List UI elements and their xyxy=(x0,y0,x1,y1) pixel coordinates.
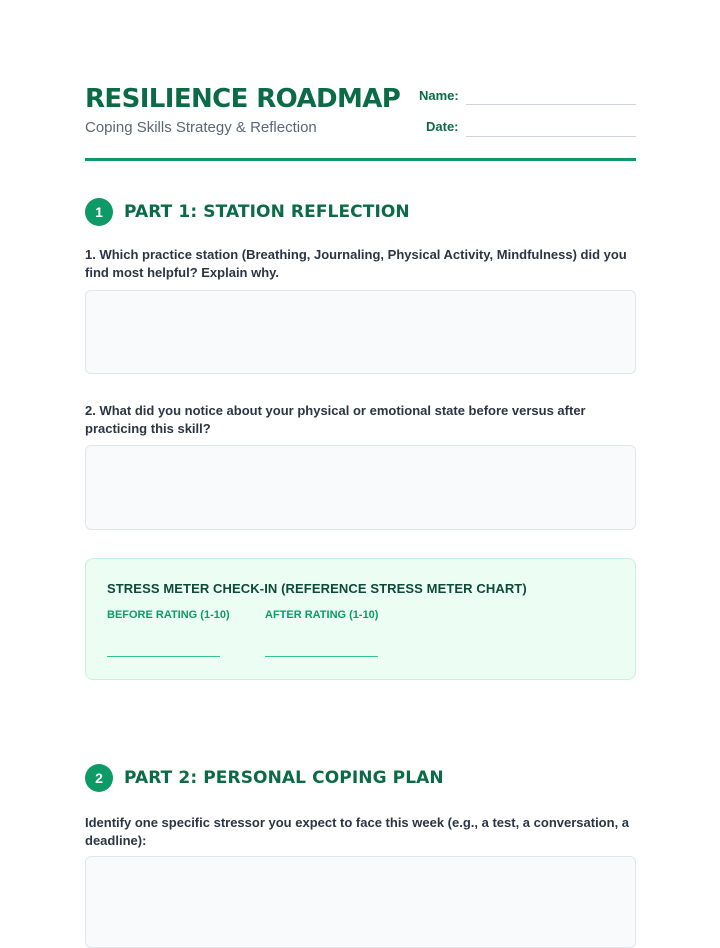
part1-number-badge: 1 xyxy=(85,198,113,226)
part2-answer-1-box[interactable] xyxy=(85,856,636,948)
name-label: Name: xyxy=(419,88,459,103)
part1-question-2: 2. What did you notice about your physical or emotional state before versus after practicing this skill? xyxy=(85,403,586,436)
date-label: Date: xyxy=(426,119,459,134)
worksheet-title: RESILIENCE ROADMAP xyxy=(85,84,401,114)
part2-title: PART 2: PERSONAL COPING PLAN xyxy=(124,768,444,788)
part1-heading xyxy=(85,198,410,226)
worksheet-subtitle: Coping Skills Strategy & Reflection xyxy=(85,119,317,136)
part2-question-1: Identify one specific stressor you expect to face this week (e.g., a test, a conversation, a deadline): xyxy=(85,815,630,848)
after-rating-label: AFTER RATING (1-10) xyxy=(265,609,379,621)
worksheet-header xyxy=(85,84,636,164)
before-rating-field[interactable] xyxy=(107,656,220,657)
part2-number-badge: 2 xyxy=(85,764,113,792)
name-field[interactable] xyxy=(466,104,636,105)
stress-meter-title: STRESS METER CHECK-IN (REFERENCE STRESS METER CHART) xyxy=(107,581,527,596)
part1-question-1: 1. Which practice station (Breathing, Journaling, Physical Activity, Mindfulness) did you find most helpful? Explain why. xyxy=(85,247,627,280)
part1-answer-2-box[interactable] xyxy=(85,445,636,530)
after-rating-field[interactable] xyxy=(265,656,378,657)
date-field[interactable] xyxy=(466,136,636,137)
stress-meter-panel xyxy=(85,558,636,680)
part2-heading xyxy=(85,764,444,792)
part1-answer-1-box[interactable] xyxy=(85,290,636,374)
before-rating-label: BEFORE RATING (1-10) xyxy=(107,609,230,621)
part1-title: PART 1: STATION REFLECTION xyxy=(124,202,410,222)
header-divider xyxy=(85,158,636,161)
